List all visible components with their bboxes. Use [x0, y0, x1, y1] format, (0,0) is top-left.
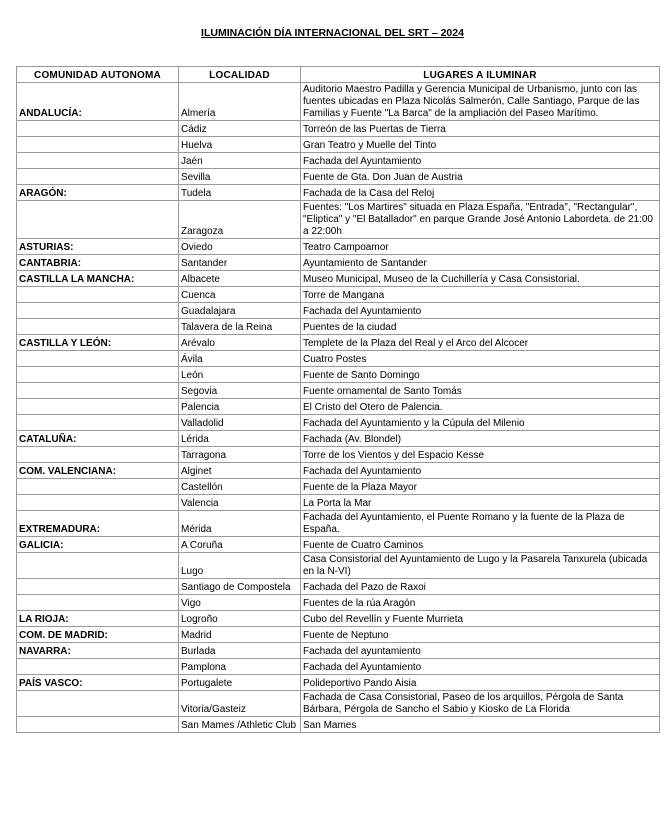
table-row	[17, 579, 660, 595]
cell-lugar: Fachada (Av. Blondel)	[301, 431, 660, 447]
cell-localidad: San Mames /Athletic Club	[179, 717, 301, 733]
table-row	[17, 287, 660, 303]
table-row	[17, 239, 660, 255]
table-row	[17, 303, 660, 319]
cell-lugar: San Mames	[301, 717, 660, 733]
cell-lugar: Fachada del Ayuntamiento	[301, 153, 660, 169]
cell-lugar: Fuente de Neptuno	[301, 627, 660, 643]
table-row	[17, 319, 660, 335]
cell-lugar: Fachada del Ayuntamiento	[301, 659, 660, 675]
cell-region	[17, 153, 179, 169]
cell-lugar: Cuatro Postes	[301, 351, 660, 367]
cell-lugar: Gran Teatro y Muelle del Tinto	[301, 137, 660, 153]
cell-region: EXTREMADURA:	[17, 511, 179, 537]
cell-region: COM. DE MADRID:	[17, 627, 179, 643]
header-localidad: LOCALIDAD	[179, 67, 301, 83]
cell-localidad: Huelva	[179, 137, 301, 153]
cell-region: COM. VALENCIANA:	[17, 463, 179, 479]
table-row	[17, 169, 660, 185]
cell-lugar: El Cristo del Otero de Palencia.	[301, 399, 660, 415]
table-row	[17, 511, 660, 537]
cell-lugar: Fuentes: "Los Martires" situada en Plaza España, "Entrada", "Rectangular", "Eliptica" y "El Batallador" en parque Grande José Antonio Labordeta. de 21:00 a 22:00h	[301, 201, 660, 239]
cell-lugar: Torreón de las Puertas de Tierra	[301, 121, 660, 137]
cell-region	[17, 495, 179, 511]
cell-region: PAÍS VASCO:	[17, 675, 179, 691]
table-body	[17, 83, 660, 733]
cell-lugar: Torre de Mangana	[301, 287, 660, 303]
cell-localidad: Lérida	[179, 431, 301, 447]
cell-localidad: Jaén	[179, 153, 301, 169]
cell-lugar: Fachada del Pazo de Raxoi	[301, 579, 660, 595]
cell-localidad: Tudela	[179, 185, 301, 201]
cell-region	[17, 383, 179, 399]
cell-region: NAVARRA:	[17, 643, 179, 659]
table-row	[17, 447, 660, 463]
table-row	[17, 537, 660, 553]
cell-localidad: Sevilla	[179, 169, 301, 185]
cell-localidad: Lugo	[179, 553, 301, 579]
table-row	[17, 383, 660, 399]
cell-lugar: Cubo del Revellín y Fuente Murrieta	[301, 611, 660, 627]
cell-region	[17, 319, 179, 335]
cell-localidad: Albacete	[179, 271, 301, 287]
cell-region: CANTABRIA:	[17, 255, 179, 271]
cell-localidad: Almería	[179, 83, 301, 121]
cell-lugar: Fachada de la Casa del Reloj	[301, 185, 660, 201]
table-row	[17, 611, 660, 627]
cell-lugar: Fuentes de la rúa Aragón	[301, 595, 660, 611]
cell-lugar: Fachada del Ayuntamiento, el Puente Romano y la fuente de la Plaza de España.	[301, 511, 660, 537]
cell-localidad: Tarragona	[179, 447, 301, 463]
cell-lugar: Fachada de Casa Consistorial, Paseo de los arquillos, Pérgola de Santa Bárbara, Pérgola de Sancho el Sabio y Kiosko de La Florida	[301, 691, 660, 717]
cell-region: CASTILLA LA MANCHA:	[17, 271, 179, 287]
cell-region	[17, 303, 179, 319]
cell-localidad: A Coruña	[179, 537, 301, 553]
cell-localidad: Guadalajara	[179, 303, 301, 319]
table-row	[17, 185, 660, 201]
cell-localidad: Alginet	[179, 463, 301, 479]
cell-localidad: Talavera de la Reina	[179, 319, 301, 335]
header-lugares: LUGARES A ILUMINAR	[301, 67, 660, 83]
table-row	[17, 691, 660, 717]
cell-localidad: Valencia	[179, 495, 301, 511]
cell-lugar: Fuente ornamental de Santo Tomás	[301, 383, 660, 399]
table-row	[17, 367, 660, 383]
cell-region	[17, 691, 179, 717]
cell-region	[17, 137, 179, 153]
cell-localidad: Arévalo	[179, 335, 301, 351]
cell-region	[17, 659, 179, 675]
table-row	[17, 255, 660, 271]
cell-lugar: Ayuntamiento de Santander	[301, 255, 660, 271]
cell-lugar: Museo Municipal, Museo de la Cuchillería y Casa Consistorial.	[301, 271, 660, 287]
table-row	[17, 137, 660, 153]
cell-region	[17, 479, 179, 495]
cell-localidad: Pamplona	[179, 659, 301, 675]
table-row	[17, 121, 660, 137]
cell-region: GALICIA:	[17, 537, 179, 553]
cell-region	[17, 287, 179, 303]
cell-localidad: Mérida	[179, 511, 301, 537]
cell-region	[17, 415, 179, 431]
illumination-table	[16, 66, 660, 733]
table-row	[17, 659, 660, 675]
cell-region: ANDALUCÍA:	[17, 83, 179, 121]
table-row	[17, 627, 660, 643]
cell-lugar: Fuente de Cuatro Caminos	[301, 537, 660, 553]
table-row	[17, 351, 660, 367]
cell-lugar: Polideportivo Pando Aisia	[301, 675, 660, 691]
cell-lugar: Fachada del Ayuntamiento	[301, 303, 660, 319]
cell-region	[17, 553, 179, 579]
cell-localidad: Vitoria/Gasteiz	[179, 691, 301, 717]
cell-lugar: Fuente de Santo Domingo	[301, 367, 660, 383]
table-row	[17, 431, 660, 447]
cell-region	[17, 399, 179, 415]
cell-localidad: Valladolid	[179, 415, 301, 431]
cell-lugar: Fachada del ayuntamiento	[301, 643, 660, 659]
cell-lugar: Fachada del Ayuntamiento y la Cúpula del Milenio	[301, 415, 660, 431]
cell-region	[17, 579, 179, 595]
cell-localidad: Castellón	[179, 479, 301, 495]
cell-localidad: Oviedo	[179, 239, 301, 255]
cell-localidad: Portugalete	[179, 675, 301, 691]
table-row	[17, 479, 660, 495]
cell-localidad: León	[179, 367, 301, 383]
cell-localidad: Ávila	[179, 351, 301, 367]
table-row	[17, 717, 660, 733]
cell-localidad: Palencia	[179, 399, 301, 415]
table-row	[17, 83, 660, 121]
cell-localidad: Cuenca	[179, 287, 301, 303]
table-row	[17, 153, 660, 169]
cell-region	[17, 367, 179, 383]
table-row	[17, 643, 660, 659]
table-row	[17, 335, 660, 351]
table-row	[17, 271, 660, 287]
cell-lugar: Fuente de la Plaza Mayor	[301, 479, 660, 495]
cell-region: CASTILLA Y LEÓN:	[17, 335, 179, 351]
cell-region: LA RIOJA:	[17, 611, 179, 627]
table-row	[17, 675, 660, 691]
cell-lugar: Fuente de Gta. Don Juan de Austria	[301, 169, 660, 185]
cell-localidad: Segovia	[179, 383, 301, 399]
cell-lugar: Templete de la Plaza del Real y el Arco del Alcocer	[301, 335, 660, 351]
cell-region: ASTURIAS:	[17, 239, 179, 255]
cell-region	[17, 595, 179, 611]
table-row	[17, 495, 660, 511]
table-row	[17, 399, 660, 415]
cell-localidad: Madrid	[179, 627, 301, 643]
cell-region	[17, 351, 179, 367]
cell-region: ARAGÓN:	[17, 185, 179, 201]
table-row	[17, 415, 660, 431]
header-comunidad: COMUNIDAD AUTONOMA	[17, 67, 179, 83]
cell-region: CATALUÑA:	[17, 431, 179, 447]
cell-lugar: Fachada del Ayuntamiento	[301, 463, 660, 479]
cell-region	[17, 169, 179, 185]
table-row	[17, 463, 660, 479]
cell-localidad: Zaragoza	[179, 201, 301, 239]
cell-localidad: Burlada	[179, 643, 301, 659]
cell-lugar: Auditorio Maestro Padilla y Gerencia Municipal de Urbanismo, junto con las fuentes ubicadas en Plaza Nicolás Salmerón, Calle Santiago, Parque de las Familias y Fuente "La Barca" de la ampliación del Paseo Marítimo.	[301, 83, 660, 121]
table-row	[17, 553, 660, 579]
cell-region	[17, 201, 179, 239]
table-row	[17, 595, 660, 611]
cell-lugar: Puentes de la ciudad	[301, 319, 660, 335]
cell-localidad: Vigo	[179, 595, 301, 611]
table-row	[17, 201, 660, 239]
table-header-row	[17, 67, 660, 83]
cell-lugar: Torre de los Vientos y del Espacio Kesse	[301, 447, 660, 463]
cell-region	[17, 447, 179, 463]
cell-localidad: Santiago de Compostela	[179, 579, 301, 595]
cell-lugar: La Porta la Mar	[301, 495, 660, 511]
cell-region	[17, 717, 179, 733]
cell-lugar: Casa Consistorial del Ayuntamiento de Lugo y la Pasarela Tanxurela (ubicada en la N-VI)	[301, 553, 660, 579]
cell-localidad: Cádiz	[179, 121, 301, 137]
cell-lugar: Teatro Campoamor	[301, 239, 660, 255]
cell-localidad: Logroño	[179, 611, 301, 627]
page-title: ILUMINACIÓN DÍA INTERNACIONAL DEL SRT – 2024	[201, 27, 464, 39]
cell-localidad: Santander	[179, 255, 301, 271]
cell-region	[17, 121, 179, 137]
